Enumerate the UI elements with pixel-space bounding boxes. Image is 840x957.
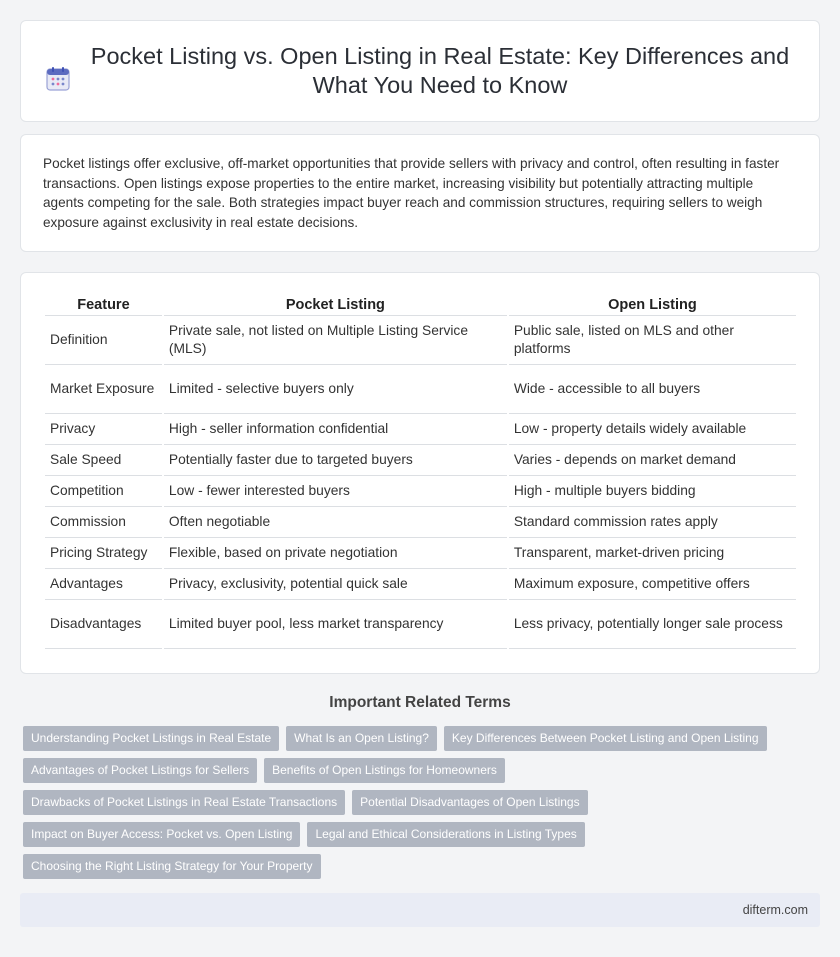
cell-open: Public sale, listed on MLS and other platforms (509, 316, 796, 365)
table-row (45, 538, 796, 569)
table-row (45, 414, 796, 445)
title-card (20, 20, 820, 122)
cell-pocket: Limited buyer pool, less market transparency (164, 600, 507, 649)
cell-feature: Sale Speed (45, 445, 162, 476)
cell-pocket: Limited - selective buyers only (164, 365, 507, 414)
comparison-table (43, 291, 798, 649)
related-term-link[interactable]: Impact on Buyer Access: Pocket vs. Open Listing (23, 822, 300, 847)
table-row (45, 476, 796, 507)
cell-open: Less privacy, potentially longer sale process (509, 600, 796, 649)
cell-feature: Privacy (45, 414, 162, 445)
table-row (45, 316, 796, 365)
cell-pocket: High - seller information confidential (164, 414, 507, 445)
related-term-link[interactable]: Potential Disadvantages of Open Listings (352, 790, 587, 815)
related-terms-list (23, 726, 823, 886)
table-row (45, 445, 796, 476)
cell-open: Low - property details widely available (509, 414, 796, 445)
cell-pocket: Flexible, based on private negotiation (164, 538, 507, 569)
intro-card (20, 134, 820, 252)
related-term-link[interactable]: Understanding Pocket Listings in Real Estate (23, 726, 279, 751)
comparison-table-card (20, 272, 820, 674)
cell-pocket: Privacy, exclusivity, potential quick sale (164, 569, 507, 600)
cell-pocket: Low - fewer interested buyers (164, 476, 507, 507)
related-term-link[interactable]: Key Differences Between Pocket Listing and Open Listing (444, 726, 767, 751)
cell-feature: Definition (45, 316, 162, 365)
cell-feature: Market Exposure (45, 365, 162, 414)
table-row (45, 365, 796, 414)
tag-row (23, 822, 823, 847)
tag-row (23, 790, 823, 815)
cell-feature: Commission (45, 507, 162, 538)
cell-pocket: Potentially faster due to targeted buyers (164, 445, 507, 476)
table-row (45, 569, 796, 600)
cell-feature: Pricing Strategy (45, 538, 162, 569)
header-open-listing: Open Listing (509, 291, 796, 316)
cell-open: Maximum exposure, competitive offers (509, 569, 796, 600)
cell-feature: Advantages (45, 569, 162, 600)
tag-row (23, 854, 823, 879)
header-feature: Feature (45, 291, 162, 316)
cell-open: Standard commission rates apply (509, 507, 796, 538)
site-link[interactable]: difterm.com (742, 903, 808, 917)
header-pocket-listing: Pocket Listing (164, 291, 507, 316)
table-header-row (45, 291, 796, 316)
cell-pocket: Private sale, not listed on Multiple Listing Service (MLS) (164, 316, 507, 365)
cell-open: Varies - depends on market demand (509, 445, 796, 476)
table-row (45, 600, 796, 649)
related-term-link[interactable]: Benefits of Open Listings for Homeowners (264, 758, 505, 783)
page-title: Pocket Listing vs. Open Listing in Real Estate: Key Differences and What You Need to Know (90, 43, 790, 98)
tag-row (23, 758, 823, 783)
related-term-link[interactable]: What Is an Open Listing? (286, 726, 437, 751)
cell-open: Transparent, market-driven pricing (509, 538, 796, 569)
tag-row (23, 726, 823, 751)
cell-pocket: Often negotiable (164, 507, 507, 538)
related-term-link[interactable]: Advantages of Pocket Listings for Sellers (23, 758, 257, 783)
related-term-link[interactable]: Legal and Ethical Considerations in Listing Types (307, 822, 584, 847)
title-wrap (45, 42, 795, 100)
cell-open: Wide - accessible to all buyers (509, 365, 796, 414)
footer (20, 893, 820, 927)
cell-feature: Disadvantages (45, 600, 162, 649)
related-terms-heading: Important Related Terms (329, 694, 511, 711)
related-term-link[interactable]: Choosing the Right Listing Strategy for Your Property (23, 854, 321, 879)
table-row (45, 507, 796, 538)
calendar-icon (45, 66, 71, 92)
cell-feature: Competition (45, 476, 162, 507)
related-term-link[interactable]: Drawbacks of Pocket Listings in Real Estate Transactions (23, 790, 345, 815)
cell-open: High - multiple buyers bidding (509, 476, 796, 507)
intro-paragraph: Pocket listings offer exclusive, off-market opportunities that provide sellers with privacy and control, often resulting in faster transactions. Open listings expose properties to the entire market, increasing visibility but potentially attracting multiple agents competing for the sale. Both strategies impact buyer reach and commission structures, requiring sellers to weigh exposure against exclusivity in real estate decisions. (43, 156, 780, 230)
